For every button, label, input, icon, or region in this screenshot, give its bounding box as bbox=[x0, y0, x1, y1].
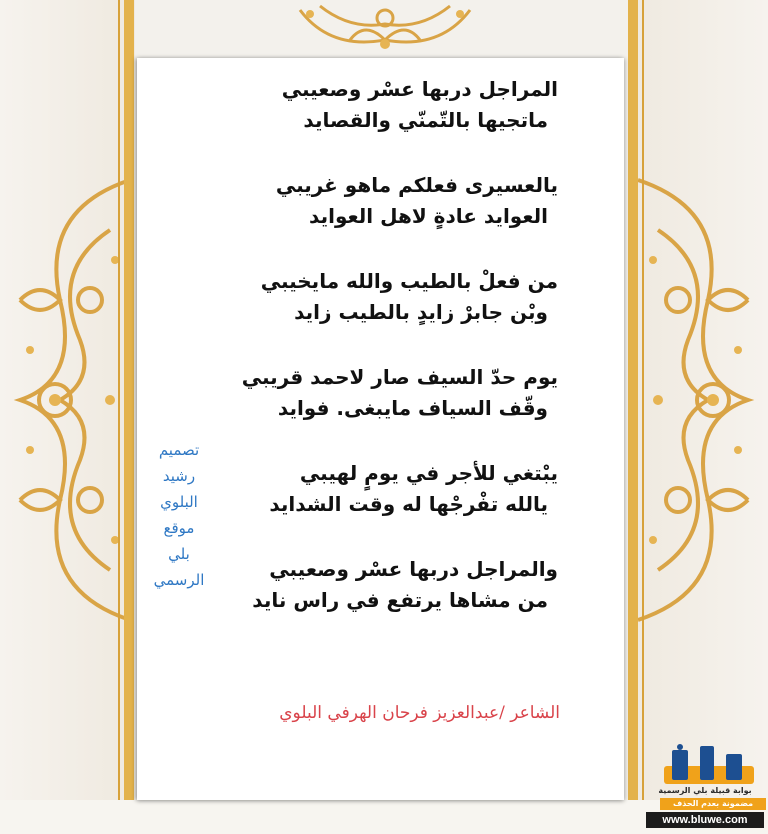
left-gold-line bbox=[118, 0, 120, 800]
right-gold-line bbox=[642, 0, 644, 800]
logo-mark-icon bbox=[664, 744, 754, 786]
credit-line: بلي bbox=[168, 545, 190, 563]
poem-line: يالعسيرى فعلكم ماهو غريبي bbox=[275, 173, 558, 197]
poem-line: والمراجل دربها عسْر وصعيبي bbox=[269, 557, 558, 581]
stanza bbox=[150, 266, 570, 328]
credit-line: تصميم bbox=[158, 441, 200, 459]
stanza bbox=[150, 74, 570, 136]
right-gold-band bbox=[628, 0, 638, 800]
poem-line: ماتجيها بالتّمنّي والقصايد bbox=[303, 108, 548, 132]
left-gold-band bbox=[124, 0, 134, 800]
right-ornament bbox=[633, 150, 768, 650]
poet-attribution: الشاعر /عبدالعزيز فرحان الهرفي البلوي bbox=[279, 703, 560, 723]
credit-line: البلوي bbox=[160, 493, 198, 511]
logo-tagline: مضمونة بعدم الحذف bbox=[660, 798, 766, 810]
poem-line: يالله تفْرجْها له وقت الشدايد bbox=[269, 492, 548, 516]
poem-line: العوايد عادةٍ لاهل العوايد bbox=[309, 204, 548, 228]
logo-url-link[interactable]: www.bluwe.com bbox=[646, 812, 764, 828]
poem-line: من مشاها يرتفع في راس نايد bbox=[252, 588, 548, 612]
credit-line: موقع bbox=[163, 519, 195, 537]
site-logo[interactable] bbox=[646, 744, 764, 828]
poem-line: المراجل دربها عسْر وصعيبي bbox=[281, 77, 558, 101]
stanza bbox=[150, 170, 570, 232]
poem-line: وبْن جابرْ زايدٍ بالطيب زايد bbox=[294, 300, 548, 324]
credit-line: رشيد bbox=[162, 467, 196, 485]
credit-line: الرسمي bbox=[153, 571, 205, 589]
poem-line: من فعلْ بالطيب والله مايخيبي bbox=[260, 269, 558, 293]
design-credit bbox=[140, 437, 218, 593]
left-ornament bbox=[0, 150, 135, 650]
stanza bbox=[150, 362, 570, 424]
top-ornament bbox=[290, 0, 480, 52]
poem-line: يبْتغي للأجر في يومٍ لهيبي bbox=[299, 461, 558, 485]
poem-line: وقّف السياف مايبغى. فوايد bbox=[277, 396, 548, 420]
logo-name: بوابة قبيلة بلي الرسمية bbox=[658, 786, 752, 795]
poem-line: يوم حدّ السيف صار لاحمد قريبي bbox=[241, 365, 558, 389]
